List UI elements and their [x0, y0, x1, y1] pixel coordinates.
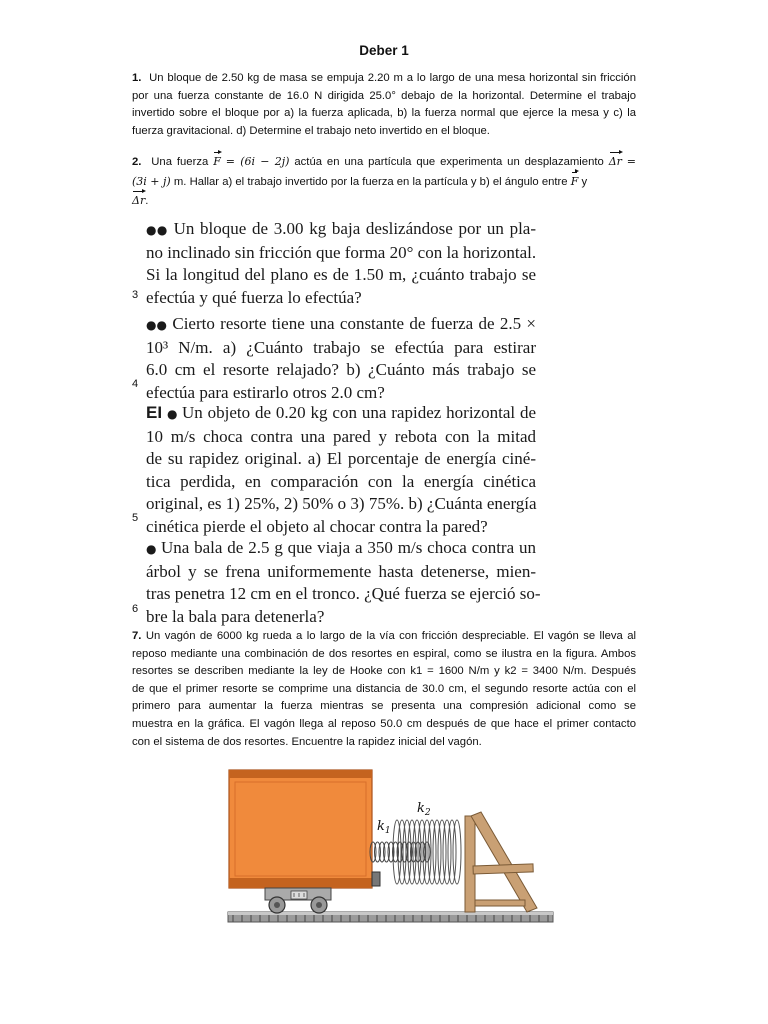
k2-label: $k_2$	[417, 801, 431, 818]
q2-line-2: (3i + j) m. Hallar a) el trabajo invertido por la fuerza en la partícula y b) el ángulo entre F y	[132, 173, 636, 192]
difficulty-dots: ●●	[146, 223, 168, 237]
q1-line-1: 1. Un bloque de 2.50 kg de masa se empuja 2.20 m a lo largo de una mesa horizontal sin fricción	[132, 72, 636, 84]
question-7: 7. Un vagón de 6000 kg rueda a lo largo de la vía con fricción despreciable. El vagón se lleva al reposo mediante una combinación de dos resortes en espiral, como se ilustra en la figura. Ambos resortes se describen mediante la ley de Hooke con k1 = 1600 N/m y k2 = 3400 N/m. Después de que el primer resorte se comprime una distancia de 30.0 cm, el segundo resorte actúa con el primero para aumentar la fuerza mientras se presenta una compresión adicional como se muestra en la gráfica. El vagón llega al reposo 50.0 cm después de que hace el primer contacto con el sistema de dos resortes. Encuentre la rapidez inicial del vagón.	[132, 630, 636, 748]
question-1	[132, 70, 636, 140]
question-6: ● Una bala de 2.5 g que viaja a 350 m/s choca contra un árbol y se frena uniformemente hasta detenerse, mien- tras penetra 12 cm en el tronco. ¿Qué fuerza se ejerció so- bre la bala para detenerla?	[146, 538, 541, 626]
q2-line-3: Δr.	[132, 192, 636, 211]
q2-line-1: 2. Una fuerza F = (6i − 2j) actúa en una partícula que experimenta un desplazamiento Δr =	[132, 153, 636, 172]
spring-coil	[433, 820, 441, 884]
displacement-vector: Δr	[609, 153, 622, 171]
difficulty-dots: ●●	[146, 318, 168, 332]
spring-coil	[438, 820, 446, 884]
q5-number: 5	[132, 512, 139, 524]
question-5: EI ● Un objeto de 0.20 kg con una rapidez horizontal de 10 m/s choca contra una pared y rebota con la mitad de su rapidez original. a) El porcentaje de energía ciné- tica perdida, en comparación con la energía cinética original, es 1) 25%, 2) 50% o 3) 75%. b) ¿Cuánta energía cinética pierde el objeto al chocar contra la pared?	[146, 403, 537, 536]
difficulty-dots: ●	[146, 542, 157, 556]
spring-coil	[443, 820, 451, 884]
q4-number: 4	[132, 378, 139, 390]
page-title: Deber 1	[359, 43, 409, 58]
q1-line-4: fuerza gravitacional. d) Determine el trabajo neto invertido en el bloque.	[132, 124, 490, 137]
railcar-diagram	[225, 762, 555, 942]
railcar-wheels	[265, 888, 331, 913]
q1-line-2: por una fuerza constante de 16.0 N dirigida 25.0° debajo de la horizontal. Determine el trabajo	[132, 89, 636, 102]
q1-number: 1	[132, 72, 139, 84]
q3-number: 3	[132, 289, 139, 301]
q7-number: 7.	[132, 630, 142, 642]
question-3: ●● Un bloque de 3.00 kg baja deslizándose por un pla- no inclinado sin fricción que forma 20° con la horizontal. Si la longitud del plano es de 1.50 m, ¿cuánto trabajo se efectúa y qué fuerza lo efectúa?	[146, 219, 537, 307]
q1-line-3: invertido sobre el bloque por a) la fuerza aplicada, b) la fuerza normal que ejerce la mesa y c) la	[132, 107, 636, 120]
railcar-spring-figure	[225, 762, 555, 942]
k1-label: $k_1$	[377, 819, 391, 836]
difficulty-dots: ●	[166, 407, 178, 421]
question-4: ●● Cierto resorte tiene una constante de fuerza de 2.5 × 10³ N/m. a) ¿Cuánto trabajo se efectúa para estirar 6.0 cm el resorte relajado? b) ¿Cuánto más trabajo se efectúa para estirarlo otros 2.0 cm?	[146, 314, 536, 402]
spring-coil	[453, 820, 461, 884]
railcar	[229, 770, 380, 888]
spring-coil	[424, 842, 430, 862]
spring-coil	[428, 820, 436, 884]
wooden-bumper	[465, 812, 537, 912]
ei-badge: EI	[146, 403, 163, 422]
q2-number: 2	[132, 156, 139, 168]
force-vector: F	[213, 153, 221, 171]
question-2	[132, 153, 636, 211]
q6-number: 6	[132, 603, 139, 615]
spring-coil	[448, 820, 456, 884]
